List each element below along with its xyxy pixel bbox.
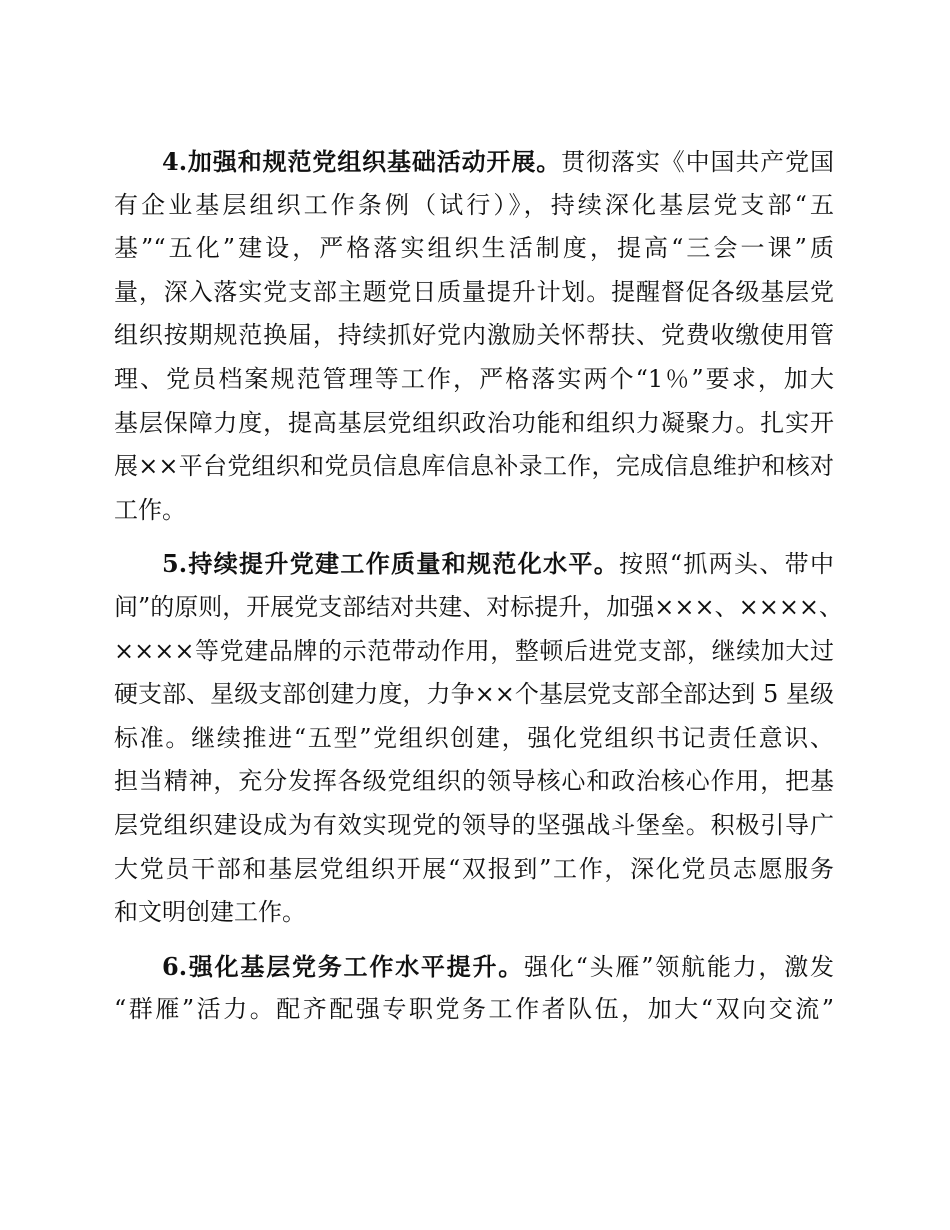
paragraph-line: 工作。 (114, 495, 186, 524)
paragraph-spacer (114, 935, 834, 945)
paragraph-text: 按照“抓两头、带中 (619, 550, 834, 579)
paragraph-line: “群雁”活力。配齐配强专职党务工作者队伍，加大“双向交流” (114, 995, 834, 1024)
paragraph-line: ××××等党建品牌的示范带动作用，整顿后进党支部，继续加大过 (114, 636, 834, 665)
paragraph-line: 大党员干部和基层党组织开展“双报到”工作，深化党员志愿服务 (114, 854, 834, 883)
paragraph-text: 贯彻落实《中国共产党国 (561, 148, 834, 176)
paragraph-line: 层党组织建设成为有效实现党的领导的坚强战斗堡垒。积极引导广 (114, 810, 834, 839)
paragraph-line: 和文明创建工作。 (114, 898, 306, 927)
paragraph-heading: 5.持续提升党建工作质量和规范化水平。 (162, 549, 620, 579)
paragraph-line: 基”“五化”建设，严格落实组织生活制度，提高“三会一课”质 (114, 234, 834, 263)
document-body (114, 140, 844, 1032)
paragraph-line (114, 140, 834, 184)
paragraph-line: 理、党员档案规范管理等工作，严格落实两个“1％”要求，加大 (114, 364, 834, 393)
paragraph-line: 基层保障力度，提高基层党组织政治功能和组织力凝聚力。扎实开 (114, 408, 834, 437)
paragraph-line: 硬支部、星级支部创建力度，力争××个基层党支部全部达到 5 星级 (114, 680, 834, 709)
paragraph-line: 有企业基层组织工作条例（试行）》，持续深化基层党支部“五 (114, 190, 834, 219)
paragraph-4 (114, 140, 834, 532)
paragraph-line: 担当精神，充分发挥各级党组织的领导核心和政治核心作用，把基 (114, 767, 834, 796)
paragraph-line: 量，深入落实党支部主题党日质量提升计划。提醒督促各级基层党 (114, 277, 834, 306)
paragraph-line: 展××平台党组织和党员信息库信息补录工作，完成信息维护和核对 (114, 452, 834, 481)
paragraph-text: 强化“头雁”领航能力，激发 (524, 952, 834, 981)
paragraph-6 (114, 945, 834, 1032)
paragraph-line (114, 945, 834, 989)
paragraph-spacer (114, 532, 834, 542)
paragraph-heading: 4.加强和规范党组织基础活动开展。 (162, 147, 562, 176)
paragraph-heading: 6.强化基层党务工作水平提升。 (162, 951, 525, 981)
paragraph-line: 标准。继续推进“五型”党组织创建，强化党组织书记责任意识、 (114, 723, 834, 752)
paragraph-line: 间”的原则，开展党支部结对共建、对标提升，加强×××、××××、 (114, 592, 844, 621)
paragraph-line (114, 542, 834, 586)
paragraph-5 (114, 542, 844, 934)
paragraph-line: 组织按期规范换届，持续抓好党内激励关怀帮扶、党费收缴使用管 (114, 321, 834, 350)
